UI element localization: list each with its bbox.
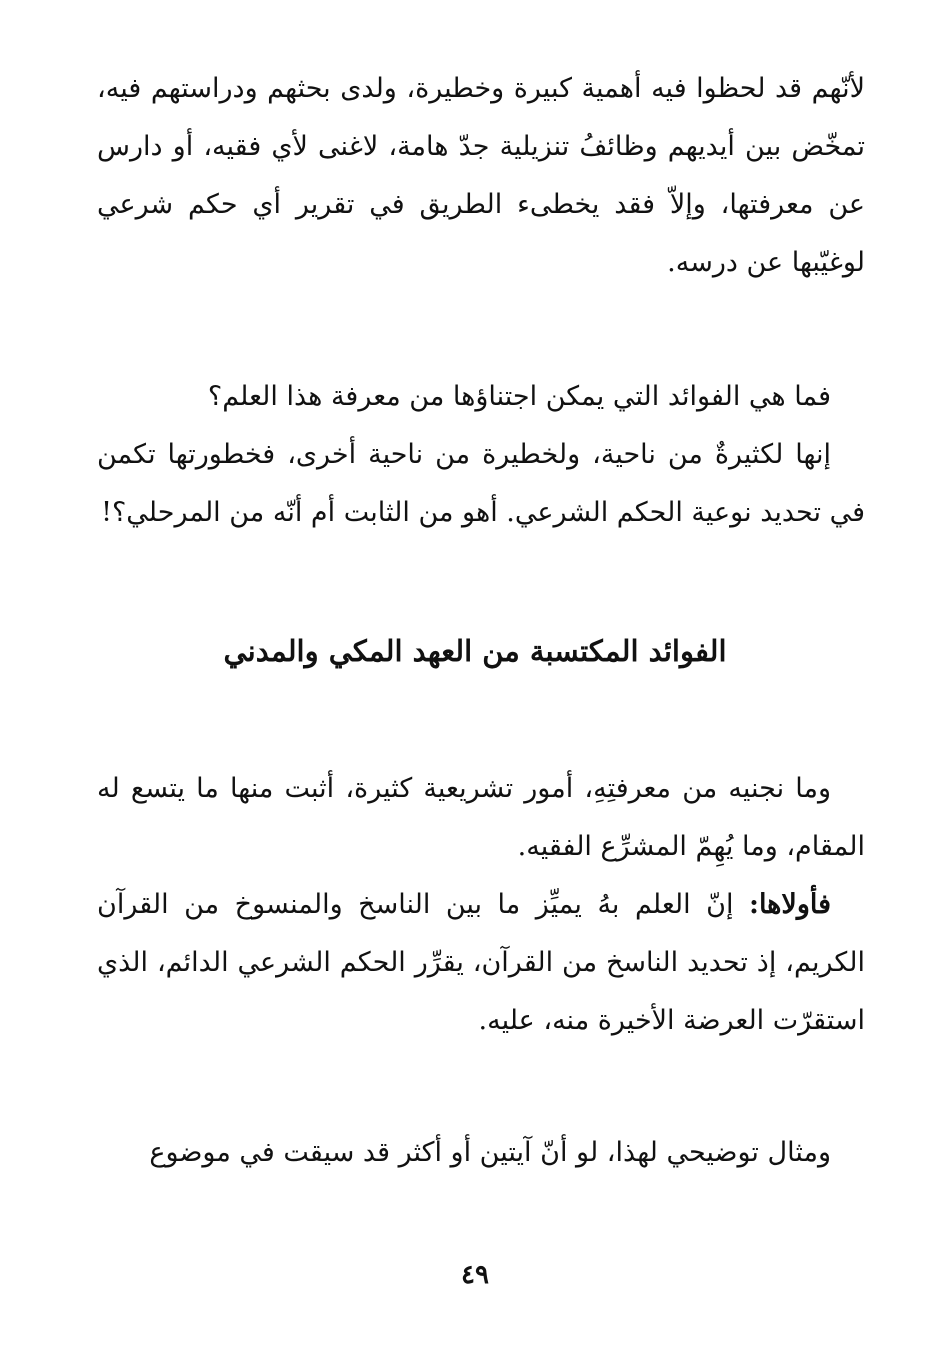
- first-point-text: إنّ العلم بهُ يميِّز ما بين الناسخ والمنسوخ من القرآن الكريم، إذ تحديد الناسخ من القرآن، يقرِّر الحكم الشرعي الدائم، الذي استقرّت العرضة الأخيرة منه، عليه.: [97, 889, 865, 1036]
- paragraph-first-point: [97, 876, 865, 1050]
- section-heading: الفوائد المكتسبة من العهد المكي والمدني: [223, 634, 727, 668]
- paragraph-block-example: [97, 1124, 865, 1182]
- page-number: ٤٩: [461, 1260, 489, 1290]
- first-point-lead: فأولاها:: [748, 889, 831, 920]
- paragraph-answer: إنها لكثيرةٌ من ناحية، ولخطيرة من ناحية أخرى، فخطورتها تكمن في تحديد نوعية الحكم الشرعي. أهو من الثابت أم أنّه من المرحلي؟!: [97, 439, 865, 528]
- paragraph-block-benefits: [97, 760, 865, 1050]
- paragraph-question: فما هي الفوائد التي يمكن اجتناؤها من معرفة هذا العلم؟: [207, 381, 831, 412]
- paragraph-opening: لأنّهم قد لحظوا فيه أهمية كبيرة وخطيرة، ولدى بحثهم ودراستهم فيه، تمخّض بين أيديهم وظائفُ تنزيلية جدّ هامة، لاغنى لأي فقيه، أو دارس عن معرفتها، وإلاّ فقد يخطىء الطريق في تقرير أي حكم شرعي لوغيّبها عن درسه.: [97, 73, 865, 278]
- paragraph-intro: وما نجنيه من معرفتِهِ، أمور تشريعية كثيرة، أثبت منها ما يتسع له المقام، وما يُهِمّ المشرِّع الفقيه.: [97, 773, 865, 862]
- paragraph-block-opening: [97, 60, 865, 292]
- paragraph-block-question: [97, 368, 865, 542]
- paragraph-example: ومثال توضيحي لهذا، لو أنّ آيتين أو أكثر قد سيقت في موضوع: [149, 1137, 831, 1168]
